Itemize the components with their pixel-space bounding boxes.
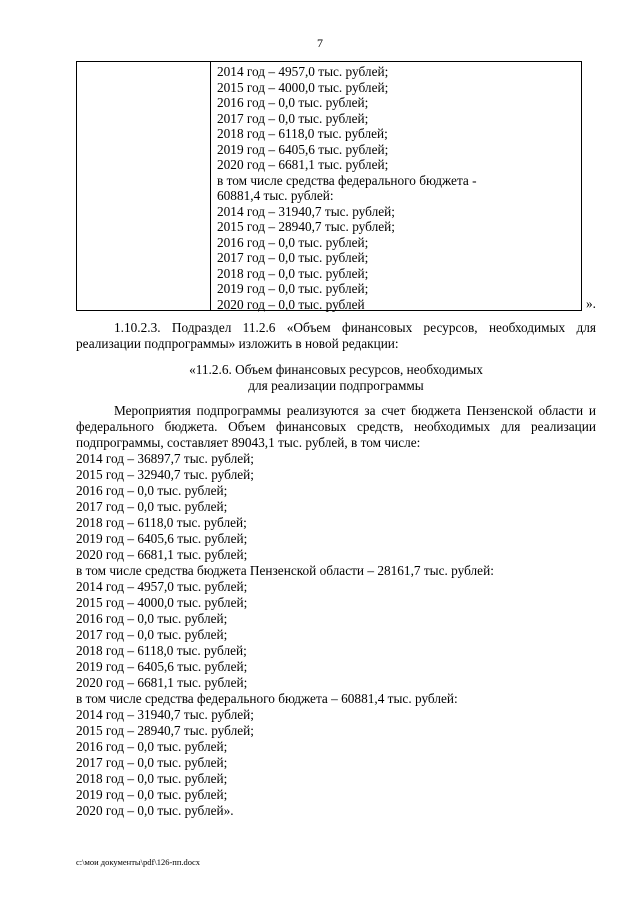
financing-line: 2015 год – 32940,7 тыс. рублей;	[76, 467, 254, 482]
financing-line: в том числе средства федерального бюджета – 60881,4 тыс. рублей:	[76, 691, 458, 706]
financing-line: 2019 год – 6405,6 тыс. рублей;	[76, 531, 248, 546]
table-line: 2015 год – 28940,7 тыс. рублей;	[217, 219, 395, 234]
financing-line: 2017 год – 0,0 тыс. рублей;	[76, 499, 228, 514]
financing-line: 2018 год – 6118,0 тыс. рублей;	[76, 515, 247, 530]
table-line: 2017 год – 0,0 тыс. рублей;	[217, 110, 369, 126]
page-number: 7	[317, 36, 323, 50]
financing-line: 2015 год – 28940,7 тыс. рублей;	[76, 723, 254, 738]
budget-table	[76, 61, 582, 311]
table-line: 2018 год – 0,0 тыс. рублей;	[217, 265, 369, 281]
financing-line: 2018 год – 6118,0 тыс. рублей;	[76, 643, 247, 658]
financing-line: 2020 год – 6681,1 тыс. рублей;	[76, 547, 248, 562]
financing-line: 2019 год – 6405,6 тыс. рублей;	[76, 659, 248, 674]
section-subtitle	[76, 362, 596, 394]
table-line: 2019 год – 6405,6 тыс. рублей;	[217, 141, 389, 157]
table-cell-content	[217, 64, 477, 312]
table-line: 2017 год – 0,0 тыс. рублей;	[217, 250, 369, 265]
table-line: 2020 год – 6681,1 тыс. рублей;	[217, 157, 389, 172]
financing-line: 2017 год – 0,0 тыс. рублей;	[76, 627, 228, 642]
amendment-paragraph: 1.10.2.3. Подраздел 11.2.6 «Объем финансовых ресурсов, необходимых для реализации подпрограммы» изложить в новой редакции:	[76, 320, 596, 351]
financing-line: 2020 год – 0,0 тыс. рублей».	[76, 803, 234, 818]
financing-line: 2017 год – 0,0 тыс. рублей;	[76, 755, 228, 770]
financing-section	[76, 403, 596, 819]
financing-line: 2019 год – 0,0 тыс. рублей;	[76, 787, 228, 802]
subtitle-line-1: «11.2.6. Объем финансовых ресурсов, необходимых	[189, 362, 483, 377]
financing-line: 2016 год – 0,0 тыс. рублей;	[76, 483, 228, 498]
table-line: 2020 год – 0,0 тыс. рублей	[217, 296, 365, 312]
table-line: в том числе средства федерального бюджета -	[217, 172, 477, 188]
file-path-footer: c:\мои документы\pdf\126-пп.docx	[76, 857, 201, 867]
table-line: 2016 год – 0,0 тыс. рублей;	[217, 95, 369, 110]
financing-line: 2015 год – 4000,0 тыс. рублей;	[76, 595, 248, 610]
table-line: 2014 год – 4957,0 тыс. рублей;	[217, 64, 389, 79]
table-line: 2014 год – 31940,7 тыс. рублей;	[217, 203, 395, 219]
table-line: 2016 год – 0,0 тыс. рублей;	[217, 234, 369, 250]
financing-line: в том числе средства бюджета Пензенской области – 28161,7 тыс. рублей:	[76, 563, 494, 578]
financing-line: 2018 год – 0,0 тыс. рублей;	[76, 771, 228, 786]
table-closing-quote: ».	[586, 296, 596, 311]
financing-intro: Мероприятия подпрограммы реализуются за счет бюджета Пензенской области и федерального бюджета. Объем финансовых средств, необходимых для реализации подпрограммы, составляет 89043,1 тыс. рублей, в том числе:	[76, 403, 596, 450]
table-line: 2019 год – 0,0 тыс. рублей;	[217, 281, 369, 296]
table-column-divider	[210, 62, 211, 310]
financing-line: 2014 год – 4957,0 тыс. рублей;	[76, 579, 248, 594]
table-line: 2018 год – 6118,0 тыс. рублей;	[217, 126, 388, 141]
financing-line: 2016 год – 0,0 тыс. рублей;	[76, 739, 228, 754]
financing-line: 2014 год – 36897,7 тыс. рублей;	[76, 451, 254, 466]
financing-line: 2016 год – 0,0 тыс. рублей;	[76, 611, 228, 626]
subtitle-line-2: для реализации подпрограммы	[248, 378, 424, 393]
table-line: 2015 год – 4000,0 тыс. рублей;	[217, 79, 389, 95]
financing-line: 2020 год – 6681,1 тыс. рублей;	[76, 675, 248, 690]
table-line: 60881,4 тыс. рублей:	[217, 188, 334, 203]
financing-line: 2014 год – 31940,7 тыс. рублей;	[76, 707, 254, 722]
